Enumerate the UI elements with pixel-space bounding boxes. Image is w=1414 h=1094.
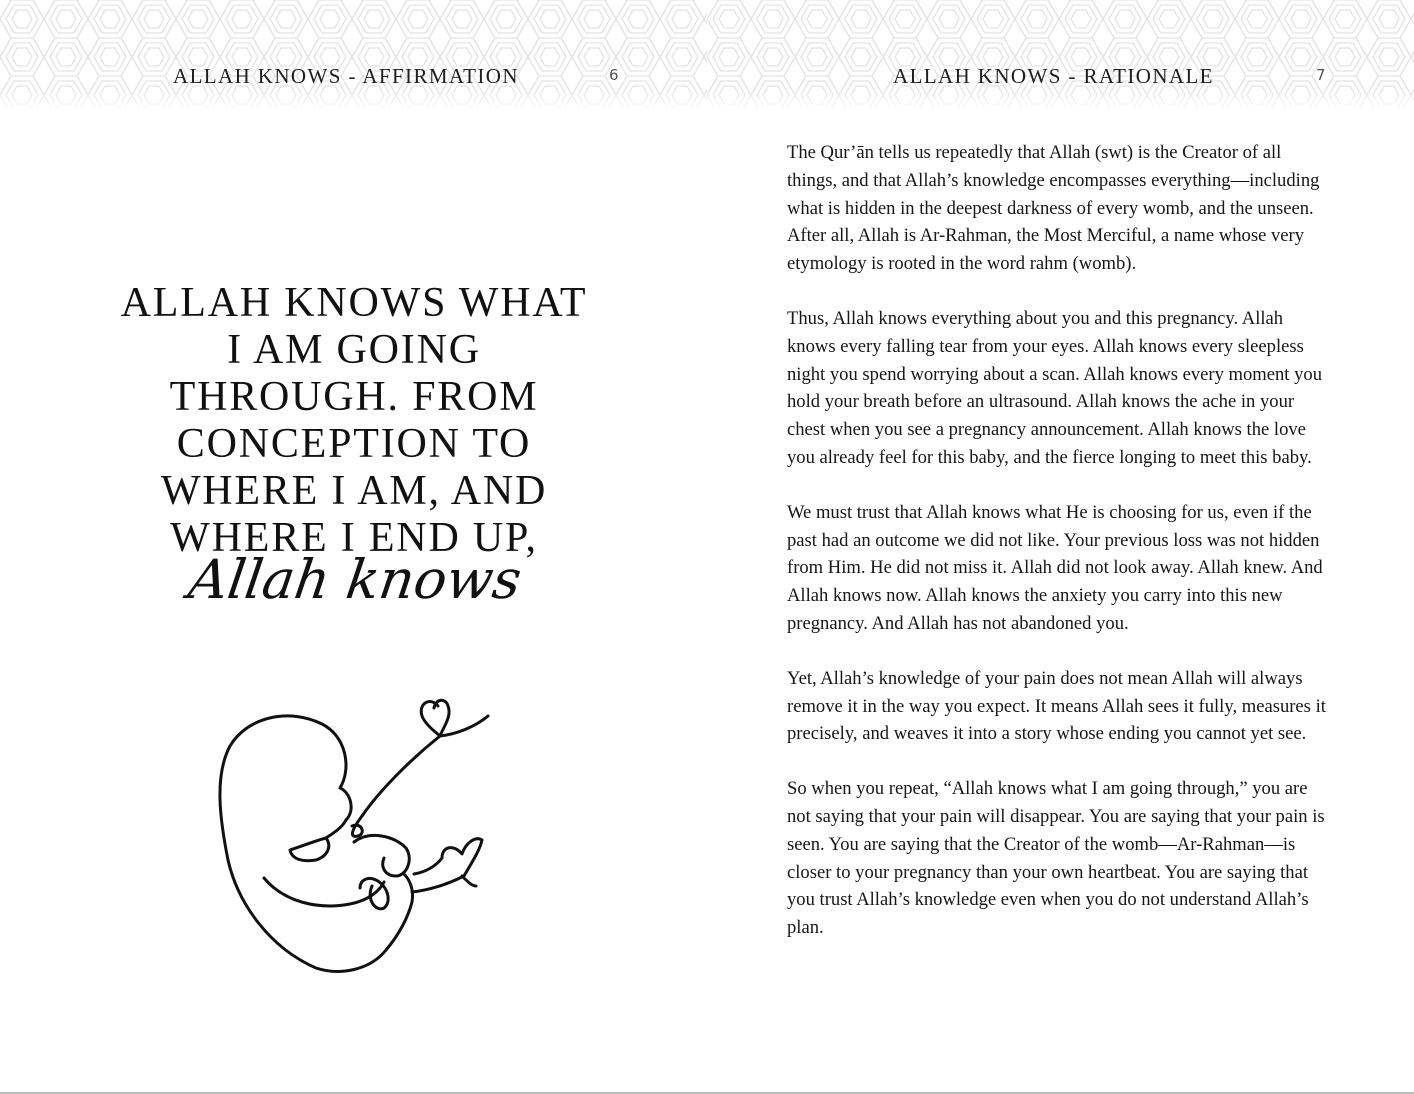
right-page-number: 7 (1316, 66, 1326, 84)
right-page (707, 0, 1414, 1092)
left-page-number: 6 (609, 66, 619, 84)
affirmation-line: WHERE I END UP, (170, 515, 538, 561)
affirmation-line: THROUGH. FROM (169, 374, 539, 420)
rationale-paragraph: We must trust that Allah knows what He is choosing for us, even if the past had an outcome we did not like. Your previous loss was not hidden from Him. He did not miss it. Allah did not look away. Allah knew. And Allah knows now. Allah knows the anxiety you carry into this new pregnancy. And Allah has not abandoned you. (787, 501, 1323, 634)
left-page (0, 0, 707, 1092)
left-header-pattern (0, 0, 707, 108)
left-running-head: ALLAH KNOWS - AFFIRMATION (173, 64, 519, 88)
rationale-paragraph: Yet, Allah’s knowledge of your pain does not mean Allah will always remove it in the way you expect. It means Allah sees it fully, measures it precisely, and weaves it into a story whose ending you cannot yet see. (787, 667, 1326, 745)
fetus-line-art-icon (200, 690, 500, 990)
rationale-body (787, 139, 1332, 969)
right-header-pattern (707, 0, 1414, 108)
right-running-head: ALLAH KNOWS - RATIONALE (893, 64, 1214, 88)
rationale-paragraph: So when you repeat, “Allah knows what I am going through,” you are not saying that your pain will disappear. You are saying that your pain is seen. You are saying that the Creator of the womb—Ar-Rahman—is closer to your pregnancy than your own heartbeat. You are saying that you trust Allah’s knowledge even when you do not understand Allah’s plan. (787, 778, 1325, 939)
script-allah-knows: Allah knows (184, 548, 526, 611)
affirmation-line: ALLAH KNOWS WHAT (120, 280, 588, 326)
affirmation-heading (60, 280, 648, 562)
affirmation-line: I AM GOING (227, 327, 481, 373)
rationale-paragraph: Thus, Allah knows everything about you and this pregnancy. Allah knows every falling tear from your eyes. Allah knows every sleepless night you spend worrying about a scan. Allah knows every moment you hold your breath before an ultrasound. Allah knows the ache in your chest when you see a pregnancy announcement. Allah knows the love you already feel for this baby, and the fierce longing to meet this baby. (787, 307, 1322, 468)
affirmation-line: CONCEPTION TO (176, 421, 532, 467)
affirmation-line: WHERE I AM, AND (160, 468, 548, 514)
rationale-paragraph: The Qur’ān tells us repeatedly that Allah (swt) is the Creator of all things, and that Allah’s knowledge encompasses everything—including what is hidden in the deepest darkness of every womb, and the unseen. After all, Allah is Ar-Rahman, the Most Merciful, a name whose very etymology is rooted in the word rahm (womb). (787, 142, 1320, 275)
